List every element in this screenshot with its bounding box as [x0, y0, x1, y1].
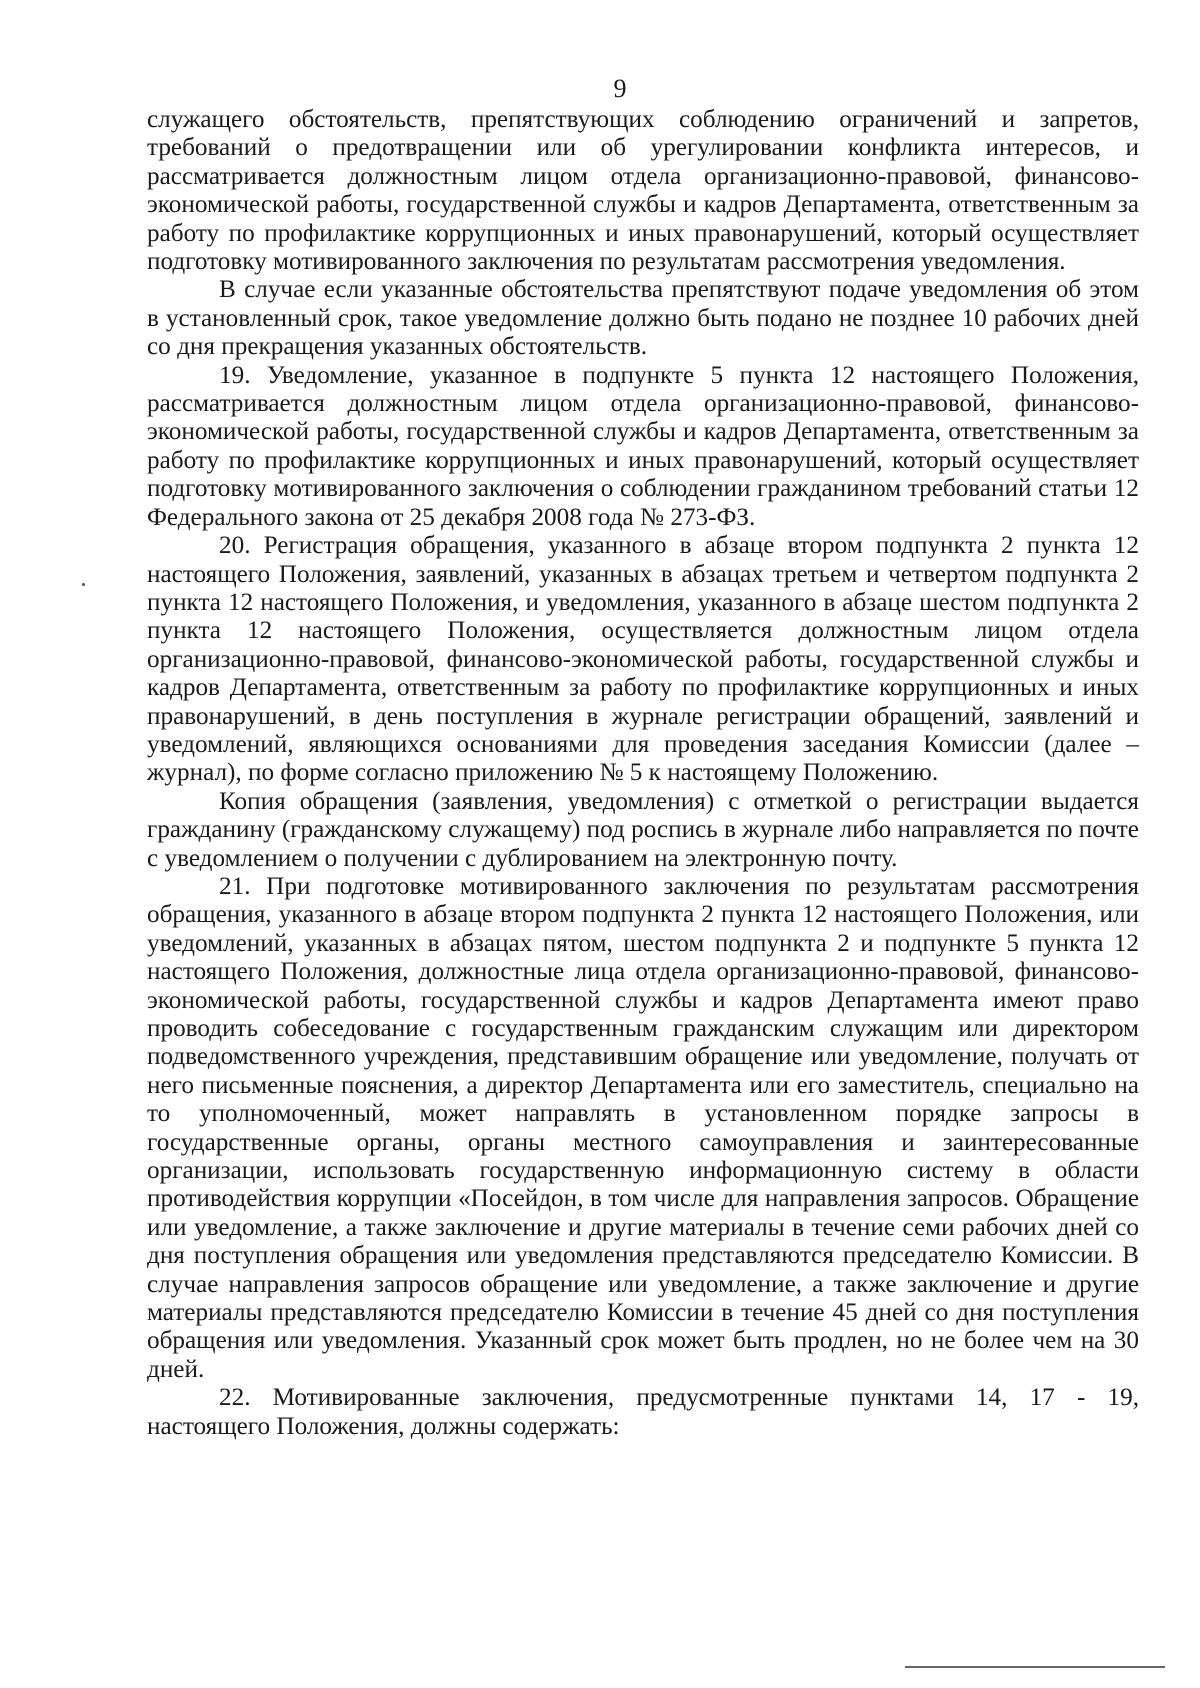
body-text: [147, 106, 1139, 1441]
paragraph-19: 19. Уведомление, указанное в подпункте 5 пункта 12 настоящего Положения, рассматривается должностным лицом отдела организационно-правовой, финансово-экономической работы, государственной службы и кадров Департамента, ответственным за работу по профилактике коррупционных и иных правонарушений, который осуществляет подготовку мотивированного заключения о соблюдении гражданином требований статьи 12 Федерального закона от 25 декабря 2008 года № 273-ФЗ.: [147, 361, 1139, 531]
paragraph-22: 22. Мотивированные заключения, предусмотренные пунктами 14, 17 - 19, настоящего Положения, должны содержать:: [147, 1384, 1139, 1440]
paragraph-20: 20. Регистрация обращения, указанного в абзаце втором подпункта 2 пункта 12 настоящего Положения, заявлений, указанных в абзацах третьем и четвертом подпункта 2 пункта 12 настоящего Положения, и уведомления, указанного в абзаце шестом подпункта 2 пункта 12 настоящего Положения, осуществляется должностным лицом отдела организационно-правовой, финансово-экономической работы, государственной службы и кадров Департамента, ответственным за работу по профилактике коррупционных и иных правонарушений, в день поступления в журнале регистрации обращений, заявлений и уведомлений, являющихся основаниями для проведения заседания Комиссии (далее – журнал), по форме согласно приложению № 5 к настоящему Положению.: [147, 532, 1139, 787]
footer-rule: [905, 1666, 1165, 1668]
paragraph-circumstances: В случае если указанные обстоятельства препятствуют подаче уведомления об этом в установленный срок, такое уведомление должно быть подано не позднее 10 рабочих дней со дня прекращения указанных обстоятельств.: [147, 276, 1139, 361]
paragraph-copy: Копия обращения (заявления, уведомления) с отметкой о регистрации выдается гражданину (гражданскому служащему) под роспись в журнале либо направляется по почте с уведомлением о получении с дублированием на электронную почту.: [147, 787, 1139, 872]
scan-speck: [82, 583, 85, 586]
paragraph-continuation: служащего обстоятельств, препятствующих соблюдению ограничений и запретов, требований о предотвращении или об урегулировании конфликта интересов, и рассматривается должностным лицом отдела организационно-правовой, финансово-экономической работы, государственной службы и кадров Департамента, ответственным за работу по профилактике коррупционных и иных правонарушений, который осуществляет подготовку мотивированного заключения по результатам рассмотрения уведомления.: [147, 106, 1139, 276]
page-number: 9: [613, 74, 627, 103]
paragraph-21: 21. При подготовке мотивированного заключения по результатам рассмотрения обращения, указанного в абзаце втором подпункта 2 пункта 12 настоящего Положения, или уведомлений, указанных в абзацах пятом, шестом подпункта 2 и подпункте 5 пункта 12 настоящего Положения, должностные лица отдела организационно-правовой, финансово-экономической работы, государственной службы и кадров Департамента имеют право проводить собеседование с государственным гражданским служащим или директором подведомственного учреждения, представившим обращение или уведомление, получать от него письменные пояснения, а директор Департамента или его заместитель, специально на то уполномоченный, может направлять в установленном порядке запросы в государственные органы, органы местного самоуправления и заинтересованные организации, использовать государственную информационную систему в области противодействия коррупции «Посейдон, в том числе для направления запросов. Обращение или уведомление, а также заключение и другие материалы в течение семи рабочих дней со дня поступления обращения или уведомления представляются председателю Комиссии. В случае направления запросов обращение или уведомление, а также заключение и другие материалы представляются председателю Комиссии в течение 45 дней со дня поступления обращения или уведомления. Указанный срок может быть продлен, но не более чем на 30 дней.: [147, 872, 1139, 1383]
